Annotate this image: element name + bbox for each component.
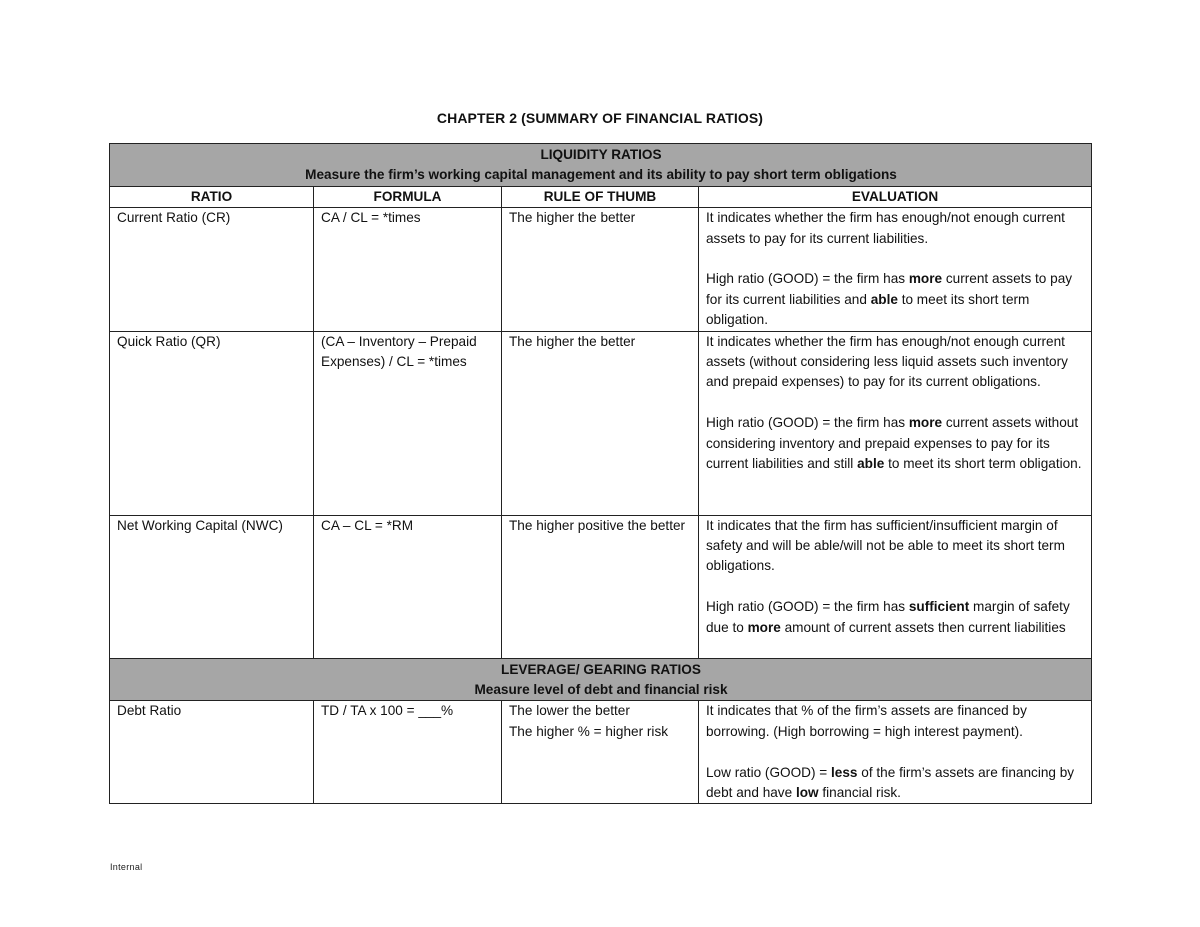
leverage-section-subtitle: Measure level of debt and financial risk: [474, 682, 728, 698]
evaluation-cell: [699, 331, 1092, 515]
page-title: CHAPTER 2 (SUMMARY OF FINANCIAL RATIOS): [436, 110, 764, 126]
table-row-net-working-capital: [110, 515, 1092, 658]
column-header-rule-of-thumb: RULE OF THUMB: [502, 186, 699, 207]
liquidity-section-subtitle: Measure the firm’s working capital management and its ability to pay short term obligations: [305, 167, 897, 183]
formula-cell: (CA – Inventory – Prepaid Expenses) / CL = *times: [314, 331, 502, 515]
rule-cell: The higher positive the better: [502, 515, 699, 658]
evaluation-good: High ratio (GOOD) = the firm has more current assets to pay for its current liabilities and able to meet its short term obligation.: [706, 271, 1073, 328]
formula-cell: CA – CL = *RM: [314, 515, 502, 658]
evaluation-good: High ratio (GOOD) = the firm has more current assets without considering inventory and prepaid expenses to pay for its current liabilities and still able to meet its short term obligation.: [706, 415, 1082, 472]
leverage-section-title: LEVERAGE/ GEARING RATIOS: [501, 661, 701, 677]
ratio-cell: Net Working Capital (NWC): [110, 515, 314, 658]
ratio-cell: Debt Ratio: [110, 701, 314, 804]
formula-cell: CA / CL = *times: [314, 208, 502, 331]
liquidity-section-title: LIQUIDITY RATIOS: [540, 147, 662, 162]
evaluation-good: Low ratio (GOOD) = less of the firm’s assets are financing by debt and have low financial risk.: [706, 764, 1075, 801]
column-header-row: [110, 186, 1092, 207]
rule-line: The lower the better: [509, 703, 630, 719]
ratio-cell: Current Ratio (CR): [110, 208, 314, 331]
footer-classification-label: Internal: [110, 862, 143, 872]
evaluation-good: High ratio (GOOD) = the firm has sufficient margin of safety due to more amount of current assets then current liabilities: [706, 599, 1070, 635]
ratio-cell: Quick Ratio (QR): [110, 331, 314, 515]
evaluation-text: It indicates that % of the firm’s assets are financed by borrowing. (High borrowing = high interest payment).: [706, 703, 1027, 739]
column-header-ratio: RATIO: [110, 186, 314, 207]
rule-cell: The higher the better: [502, 208, 699, 331]
table-row-current-ratio: [110, 208, 1092, 331]
evaluation-cell: [699, 515, 1092, 658]
liquidity-section-header: [110, 144, 1092, 187]
evaluation-text: It indicates whether the firm has enough/not enough current assets (without considering less liquid assets such inventory and prepaid expenses) to pay for its current obligations.: [706, 333, 1068, 390]
leverage-section-header: [110, 658, 1092, 701]
financial-ratios-table: [109, 143, 1092, 804]
table-row-debt-ratio: [110, 701, 1092, 804]
rule-line: The higher % = higher risk: [509, 723, 669, 739]
rule-cell: The higher the better: [502, 331, 699, 515]
table-row-quick-ratio: [110, 331, 1092, 515]
column-header-evaluation: EVALUATION: [699, 186, 1092, 207]
formula-cell: TD / TA x 100 = ___%: [314, 701, 502, 804]
evaluation-text: It indicates whether the firm has enough/not enough current assets to pay for its current liabilities.: [706, 210, 1065, 246]
evaluation-text: It indicates that the firm has sufficient/insufficient margin of safety and will be able/will not be able to meet its short term obligations.: [706, 517, 1065, 574]
rule-cell: [502, 701, 699, 804]
evaluation-cell: [699, 208, 1092, 331]
evaluation-cell: [699, 701, 1092, 804]
column-header-formula: FORMULA: [314, 186, 502, 207]
